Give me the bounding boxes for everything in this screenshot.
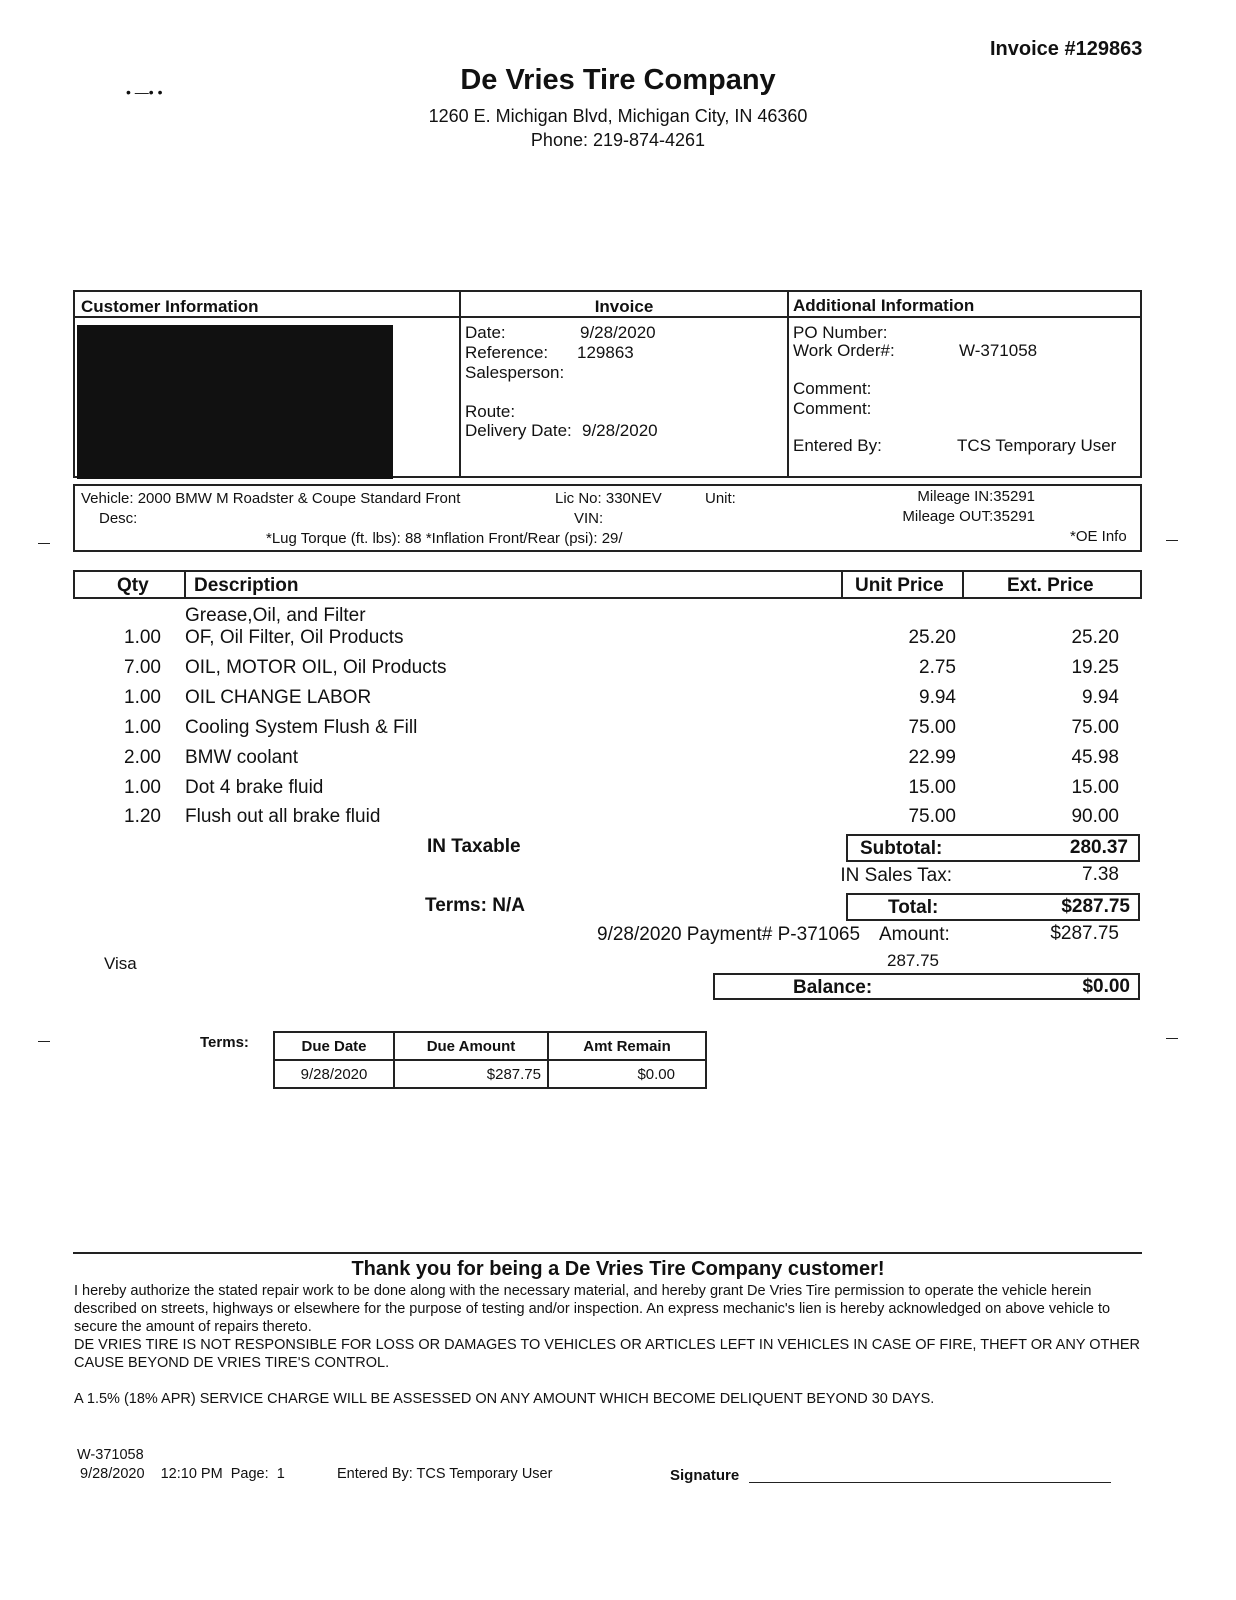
item-ext-price: 75.00 bbox=[1071, 717, 1119, 738]
company-phone: Phone: 219-874-4261 bbox=[530, 130, 706, 150]
item-ext-price: 9.94 bbox=[1082, 687, 1119, 708]
item-unit-price: 75.00 bbox=[908, 806, 956, 827]
liability-text: DE VRIES TIRE IS NOT RESPONSIBLE FOR LOSS OR DAMAGES TO VEHICLES OR ARTICLES LEFT IN VEHICLES IN CASE OF FIRE, THEFT OR ANY OTHER CAUSE BEYOND DE VRIES TIRE'S CONTROL. bbox=[74, 1337, 1141, 1371]
item-unit-price: 9.94 bbox=[919, 687, 956, 708]
list-item bbox=[0, 777, 1236, 805]
date-label: Date: bbox=[465, 323, 506, 342]
amount-value: $287.75 bbox=[1050, 923, 1119, 944]
subtotal-value: 280.37 bbox=[1069, 837, 1128, 858]
route-label: Route: bbox=[465, 402, 516, 421]
item-ext-price: 45.98 bbox=[1071, 747, 1119, 768]
scan-mark bbox=[38, 1041, 50, 1042]
customer-info-title: Customer Information bbox=[81, 297, 259, 316]
desc-label: Desc: bbox=[99, 510, 138, 527]
ext-price-header: Ext. Price bbox=[1007, 575, 1094, 596]
footer-entered-by: Entered By: TCS Temporary User bbox=[337, 1466, 553, 1482]
item-description: Flush out all brake fluid bbox=[185, 806, 381, 827]
due-amount-cell: $287.75 bbox=[394, 1060, 548, 1088]
amount-label: Amount: bbox=[879, 924, 950, 945]
item-unit-price: 22.99 bbox=[908, 747, 956, 768]
items-col-divider bbox=[962, 572, 964, 597]
entered-by-value: TCS Temporary User bbox=[957, 436, 1117, 455]
work-order-value: W-371058 bbox=[959, 341, 1038, 360]
description-header: Description bbox=[194, 575, 299, 596]
item-unit-price: 2.75 bbox=[919, 657, 956, 678]
items-col-divider bbox=[841, 572, 843, 597]
reference-value: 129863 bbox=[577, 343, 634, 362]
total-value: $287.75 bbox=[1061, 896, 1130, 917]
delivery-date-label: Delivery Date: bbox=[465, 421, 572, 440]
list-item bbox=[0, 717, 1236, 745]
item-qty: 1.00 bbox=[124, 717, 161, 738]
item-unit-price: 75.00 bbox=[908, 717, 956, 738]
list-item bbox=[0, 687, 1236, 715]
payment-reference: 9/28/2020 Payment# P-371065 bbox=[597, 924, 861, 945]
date-value: 9/28/2020 bbox=[580, 323, 656, 342]
info-col-divider bbox=[787, 292, 789, 476]
info-box bbox=[73, 290, 1142, 478]
work-order-label: Work Order#: bbox=[793, 341, 895, 360]
footer-work-order: W-371058 bbox=[77, 1447, 144, 1463]
comment-label: Comment: bbox=[793, 379, 872, 398]
payment-method: Visa bbox=[104, 954, 137, 973]
footer-divider bbox=[73, 1252, 1142, 1254]
salesperson-label: Salesperson: bbox=[465, 363, 565, 382]
invoice-info-title: Invoice bbox=[594, 297, 654, 316]
oe-info: *OE Info bbox=[1070, 528, 1127, 545]
authorization-text: I hereby authorize the stated repair work to be done along with the necessary material, and hereby grant De Vries Tire permission to operate the vehicle herein described on streets, highways or elsewhere for the purpose of testing and/or inspection. An express mechanic's lien is hereby acknowledged on above vehicle to secure the amount of repairs thereto. bbox=[74, 1283, 1111, 1335]
item-description: Dot 4 brake fluid bbox=[185, 777, 324, 798]
additional-info-title: Additional Information bbox=[793, 296, 975, 315]
handwritten-mark: • —• • bbox=[126, 84, 163, 100]
taxable-label: IN Taxable bbox=[427, 836, 521, 857]
item-description: OIL CHANGE LABOR bbox=[185, 687, 372, 708]
item-qty: 2.00 bbox=[124, 747, 161, 768]
torque-inflation: *Lug Torque (ft. lbs): 88 *Inflation Front/Rear (psi): 29/ bbox=[266, 530, 623, 547]
item-qty: 1.00 bbox=[124, 777, 161, 798]
item-unit-price: 15.00 bbox=[908, 777, 956, 798]
due-date-cell: 9/28/2020 bbox=[274, 1060, 394, 1088]
vehicle-box bbox=[73, 484, 1142, 552]
terms-table-label: Terms: bbox=[200, 1034, 249, 1051]
unit-label: Unit: bbox=[705, 490, 736, 507]
mileage-out: Mileage OUT:35291 bbox=[902, 508, 1035, 525]
scan-mark bbox=[1166, 1038, 1178, 1039]
item-description: Cooling System Flush & Fill bbox=[185, 717, 418, 738]
info-col-divider bbox=[459, 292, 461, 476]
delivery-date-value: 9/28/2020 bbox=[582, 421, 658, 440]
item-qty: 7.00 bbox=[124, 657, 161, 678]
payment-method-amount: 287.75 bbox=[887, 951, 939, 970]
items-header bbox=[73, 570, 1142, 599]
item-ext-price: 15.00 bbox=[1071, 777, 1119, 798]
invoice-number: Invoice #129863 bbox=[990, 38, 1143, 60]
entered-by-label: Entered By: bbox=[793, 436, 882, 455]
print-timestamp: 9/28/2020 12:10 PM Page: 1 bbox=[80, 1466, 285, 1482]
sales-tax-value: 7.38 bbox=[1082, 864, 1119, 885]
thank-you-message: Thank you for being a De Vries Tire Company customer! bbox=[351, 1258, 885, 1280]
due-date-header: Due Date bbox=[274, 1032, 394, 1060]
amt-remain-header: Amt Remain bbox=[548, 1032, 706, 1060]
item-qty: 1.20 bbox=[124, 806, 161, 827]
balance-box bbox=[713, 973, 1140, 1000]
item-unit-price: 25.20 bbox=[908, 627, 956, 648]
due-amount-header: Due Amount bbox=[394, 1032, 548, 1060]
company-address: 1260 E. Michigan Blvd, Michigan City, IN 46360 bbox=[428, 106, 808, 126]
total-box bbox=[846, 893, 1140, 921]
vin-label: VIN: bbox=[574, 510, 604, 527]
terms-label: Terms: N/A bbox=[425, 895, 525, 916]
unit-price-header: Unit Price bbox=[855, 575, 944, 596]
list-item bbox=[0, 747, 1236, 775]
po-number-label: PO Number: bbox=[793, 323, 888, 342]
license-number: Lic No: 330NEV bbox=[555, 490, 662, 507]
item-category: Grease,Oil, and Filter bbox=[185, 605, 366, 626]
company-name: De Vries Tire Company bbox=[460, 64, 776, 96]
qty-header: Qty bbox=[117, 575, 149, 596]
scan-mark bbox=[38, 543, 50, 544]
item-description: BMW coolant bbox=[185, 747, 298, 768]
sales-tax-label: IN Sales Tax: bbox=[840, 865, 952, 886]
signature-label: Signature bbox=[670, 1467, 740, 1484]
scan-mark bbox=[1166, 540, 1178, 541]
subtotal-box bbox=[846, 834, 1140, 862]
list-item bbox=[0, 627, 1236, 655]
item-qty: 1.00 bbox=[124, 687, 161, 708]
list-item bbox=[0, 806, 1236, 834]
subtotal-label: Subtotal: bbox=[860, 838, 943, 859]
signature-line bbox=[749, 1482, 1111, 1483]
item-description: OF, Oil Filter, Oil Products bbox=[185, 627, 404, 648]
total-label: Total: bbox=[888, 897, 939, 918]
comment-label: Comment: bbox=[793, 399, 872, 418]
mileage-in: Mileage IN:35291 bbox=[917, 488, 1035, 505]
amt-remain-cell: $0.00 bbox=[548, 1060, 706, 1088]
item-description: OIL, MOTOR OIL, Oil Products bbox=[185, 657, 447, 678]
balance-label: Balance: bbox=[793, 977, 873, 998]
service-charge-text: A 1.5% (18% APR) SERVICE CHARGE WILL BE ASSESSED ON ANY AMOUNT WHICH BECOME DELIQUENT BEYOND 30 DAYS. bbox=[74, 1391, 935, 1407]
item-qty: 1.00 bbox=[124, 627, 161, 648]
vehicle-description: Vehicle: 2000 BMW M Roadster & Coupe Standard Front bbox=[81, 490, 461, 507]
table-row bbox=[274, 1060, 706, 1088]
item-ext-price: 90.00 bbox=[1071, 806, 1119, 827]
terms-table bbox=[273, 1031, 707, 1089]
reference-label: Reference: bbox=[465, 343, 549, 362]
items-col-divider bbox=[184, 572, 186, 597]
list-item bbox=[0, 657, 1236, 685]
item-ext-price: 25.20 bbox=[1071, 627, 1119, 648]
item-ext-price: 19.25 bbox=[1071, 657, 1119, 678]
balance-value: $0.00 bbox=[1082, 976, 1130, 997]
redacted-customer-block bbox=[77, 325, 393, 479]
